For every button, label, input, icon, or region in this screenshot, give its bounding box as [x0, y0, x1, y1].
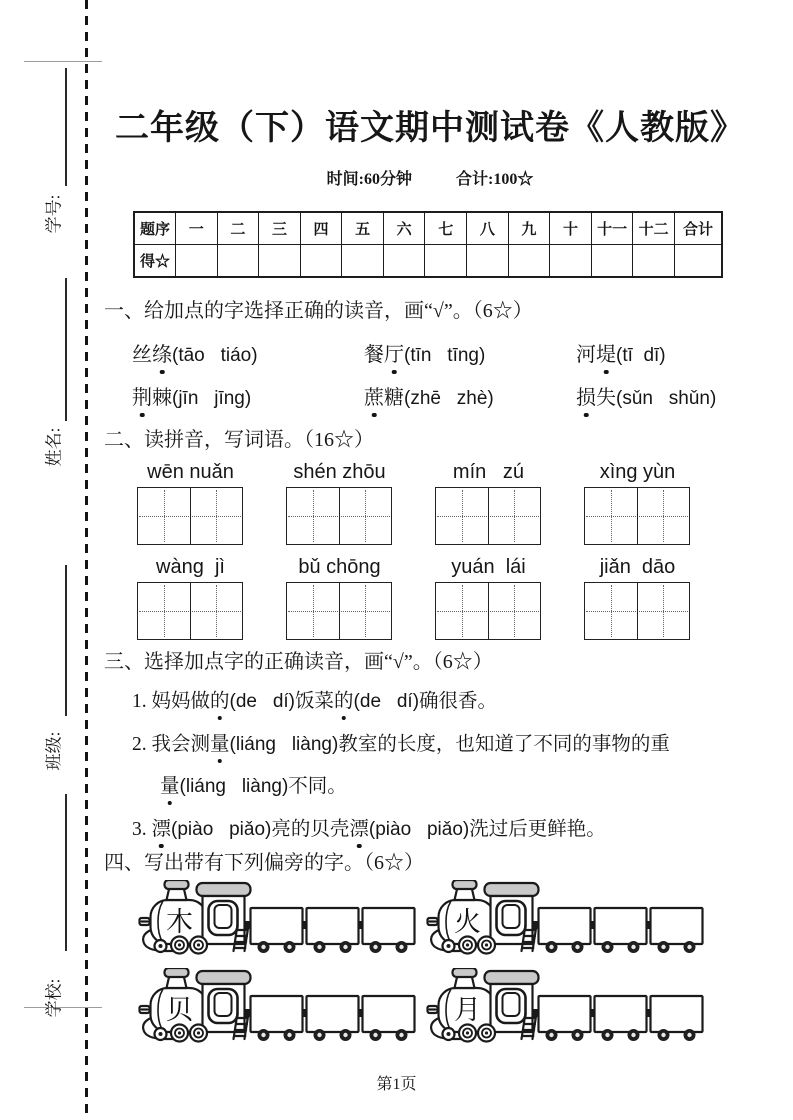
school-label: 学校:	[44, 978, 64, 1018]
score-cell-blank	[508, 245, 550, 278]
score-table-cell: 三	[259, 212, 301, 245]
total-score: 合计:100☆	[456, 171, 534, 188]
score-cell-blank	[675, 245, 723, 278]
time-limit: 时间:60分钟	[326, 171, 412, 188]
class-blank-line	[65, 565, 67, 716]
score-table-cell: 十	[550, 212, 592, 245]
score-cell-blank	[550, 245, 592, 278]
pinyin-label: xìng yùn	[599, 461, 676, 483]
section-1-heading: 一、给加点的字选择正确的读音，画“√”。（6☆）	[104, 300, 533, 322]
score-table-cell: 七	[425, 212, 467, 245]
pinyin-label: shén zhōu	[293, 461, 386, 483]
binding-dashed-line	[85, 0, 88, 1120]
score-cell-blank	[633, 245, 675, 278]
score-table	[133, 211, 723, 278]
score-cell-blank	[383, 245, 425, 278]
train-icon	[424, 968, 709, 1052]
page-title: 二年级（下）语文期中测试卷《人教版》	[115, 109, 745, 147]
writing-grid	[435, 582, 541, 640]
exam-meta	[96, 166, 764, 189]
pinyin-label: bǔ chōng	[298, 556, 381, 578]
score-table-cell: 一	[176, 212, 218, 245]
word-item: 丝绦(tāo tiáo)	[132, 338, 364, 367]
section-1-row-1	[132, 338, 666, 367]
score-table-cell: 合计	[675, 212, 723, 245]
pinyin-row-1	[137, 461, 691, 545]
section-2-heading: 二、读拼音，写词语。（16☆）	[104, 429, 374, 451]
train-radical-fire	[424, 880, 709, 964]
section-3-heading: 三、选择加点字的正确读音，画“√”。（6☆）	[104, 651, 493, 673]
train-radical-char: 月	[454, 995, 481, 1025]
pinyin-write-block	[584, 556, 691, 640]
pinyin-label: mín zú	[452, 461, 525, 483]
score-table-header-row	[134, 212, 722, 245]
pinyin-write-block	[137, 556, 244, 640]
writing-grid	[286, 487, 392, 545]
train-radical-char: 贝	[166, 995, 193, 1025]
score-table-cell: 八	[467, 212, 509, 245]
pinyin-write-block	[584, 461, 691, 545]
pinyin-label: wēn nuǎn	[147, 461, 234, 483]
student-id-label: 学号:	[44, 194, 64, 234]
name-label: 姓名:	[44, 427, 64, 467]
score-cell-blank	[176, 245, 218, 278]
page-number: 第1页	[376, 1076, 417, 1093]
score-table-cell: 二	[217, 212, 259, 245]
score-cell-blank	[425, 245, 467, 278]
train-radical-moon	[424, 968, 709, 1052]
score-table-cell: 五	[342, 212, 384, 245]
writing-grid	[286, 582, 392, 640]
score-table-cell: 六	[383, 212, 425, 245]
writing-grid	[137, 582, 243, 640]
writing-grid	[584, 582, 690, 640]
score-table-cell: 九	[508, 212, 550, 245]
score-cell-blank	[300, 245, 342, 278]
section-3-item-2-line-2: 量(liáng liàng)不同。	[160, 770, 347, 798]
pinyin-label: yuán lái	[451, 556, 526, 578]
word-item: 餐厅(tīn tīng)	[364, 338, 576, 367]
score-cell-blank	[591, 245, 633, 278]
pinyin-write-block	[286, 461, 393, 545]
word-item: 荆棘(jīn jīng)	[132, 381, 364, 410]
train-radical-char: 木	[166, 907, 193, 937]
writing-grid	[137, 487, 243, 545]
pinyin-row-2	[137, 556, 691, 640]
score-table-cell: 十二	[633, 212, 675, 245]
section-1-row-2	[132, 381, 716, 410]
train-radical-char: 火	[454, 907, 481, 937]
score-table-cell: 题序	[134, 212, 176, 245]
name-blank-line	[65, 278, 67, 421]
school-blank-line	[65, 794, 67, 951]
pinyin-write-block	[435, 461, 542, 545]
train-radical-shell	[136, 968, 421, 1052]
train-icon	[424, 880, 709, 964]
score-cell-blank	[217, 245, 259, 278]
pinyin-label: jiǎn dāo	[599, 556, 676, 578]
score-cell-blank	[259, 245, 301, 278]
score-table-cell: 四	[300, 212, 342, 245]
score-table-cell: 十一	[591, 212, 633, 245]
section-4-heading: 四、写出带有下列偏旁的字。（6☆）	[104, 852, 424, 874]
section-3-item-2-line-1: 2. 我会测量(liáng liàng)教室的长度，也知道了不同的事物的重	[132, 728, 670, 756]
score-table-score-row	[134, 245, 722, 278]
pinyin-write-block	[137, 461, 244, 545]
margin-tick-top	[24, 61, 102, 62]
train-icon	[136, 968, 421, 1052]
section-3-item-3: 3. 漂(piào piǎo)亮的贝壳漂(piào piǎo)洗过后更鲜艳。	[132, 813, 606, 841]
student-id-blank-line	[65, 68, 67, 186]
writing-grid	[584, 487, 690, 545]
class-label: 班级:	[44, 731, 64, 771]
pinyin-write-block	[286, 556, 393, 640]
score-cell-blank	[467, 245, 509, 278]
score-cell-blank	[342, 245, 384, 278]
section-3-item-1: 1. 妈妈做的(de dí)饭菜的(de dí)确很香。	[132, 685, 497, 713]
score-row-label: 得☆	[134, 245, 176, 278]
pinyin-write-block	[435, 556, 542, 640]
word-item: 损失(sǔn shǔn)	[576, 381, 716, 410]
train-icon	[136, 880, 421, 964]
pinyin-label: wàng jì	[156, 556, 225, 578]
writing-grid	[435, 487, 541, 545]
word-item: 河堤(tī dī)	[576, 338, 666, 367]
train-radical-wood	[136, 880, 421, 964]
word-item: 蔗糖(zhē zhè)	[364, 381, 576, 410]
